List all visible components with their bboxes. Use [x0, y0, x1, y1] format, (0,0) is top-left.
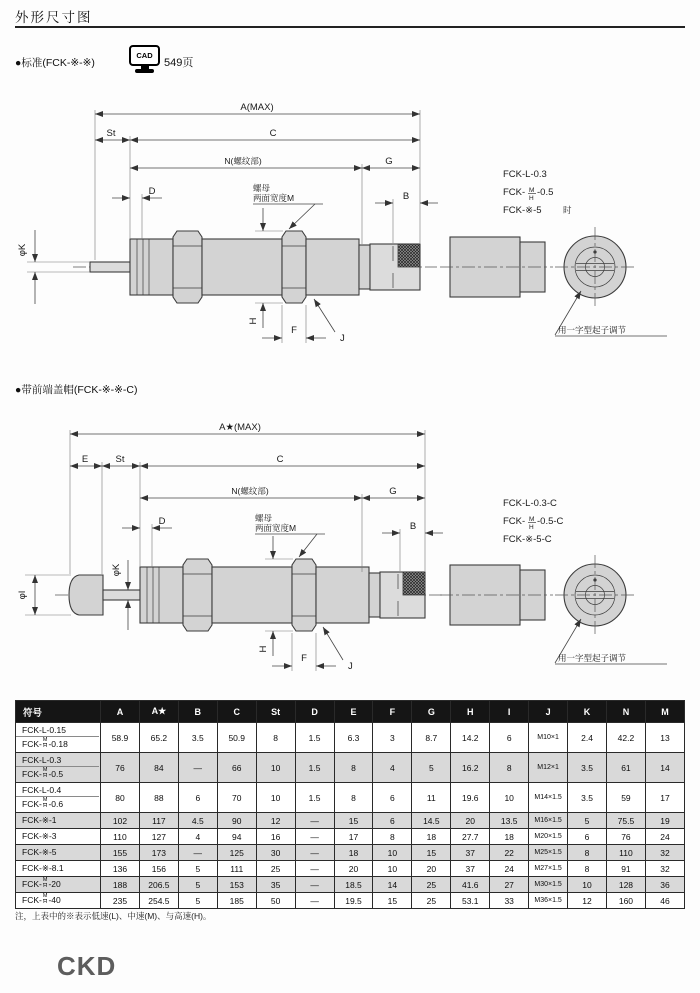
header-j: J — [529, 701, 568, 723]
value-cell: 2.4 — [568, 723, 607, 753]
value-cell: 8 — [373, 829, 412, 845]
value-cell: 58.9 — [101, 723, 140, 753]
symbol-cell — [16, 753, 101, 783]
dim-label-phik: φK — [17, 243, 28, 257]
header-d: D — [295, 701, 334, 723]
symbol-cell — [16, 723, 101, 753]
value-cell: 111 — [217, 861, 256, 877]
symbol-label: FCK-※-1 — [22, 815, 57, 825]
cad-monitor-icon — [129, 45, 160, 73]
value-cell: 6 — [490, 723, 529, 753]
value-cell: M27×1.5 — [529, 861, 568, 877]
dim-label-phii: φI — [17, 590, 28, 600]
value-cell: 32 — [645, 845, 684, 861]
value-cell: 24 — [645, 829, 684, 845]
mh-fraction: $\frac{M}{H}$ — [42, 767, 48, 780]
variant-2-bot: H — [529, 195, 534, 202]
absorber-side-view-capped — [440, 555, 635, 635]
value-cell: 18 — [334, 845, 373, 861]
dim-label-j: J — [348, 661, 353, 672]
variant-2-top: M — [529, 187, 535, 194]
header-e: E — [334, 701, 373, 723]
value-cell: 50.9 — [217, 723, 256, 753]
dim-label-d: D — [158, 516, 166, 527]
value-cell: 102 — [101, 813, 140, 829]
value-cell: M30×1.5 — [529, 877, 568, 893]
value-cell: 6 — [178, 783, 217, 813]
header-f: F — [373, 701, 412, 723]
dim-label-astar: A★(MAX) — [219, 422, 261, 433]
header-a: A — [101, 701, 140, 723]
hex-nut-adjust — [292, 559, 316, 631]
value-cell: 59 — [606, 783, 645, 813]
value-cell: 88 — [139, 783, 178, 813]
symbol-label: FCK-※-3 — [22, 831, 57, 841]
table-row — [16, 877, 685, 893]
value-cell: 41.6 — [451, 877, 490, 893]
symbol-label: FCK- $\frac{M}{H}$ -0.18 — [16, 736, 99, 751]
value-cell: 136 — [101, 861, 140, 877]
symbol-label: FCK- $\frac{M}{H}$ -20 — [22, 877, 61, 890]
dim-label-c: C — [276, 454, 284, 465]
dim-label-h: H — [248, 317, 259, 325]
value-cell: 8 — [568, 845, 607, 861]
value-cell: 127 — [139, 829, 178, 845]
value-cell: 12 — [568, 893, 607, 909]
value-cell: 8.7 — [412, 723, 451, 753]
value-cell: 20 — [412, 861, 451, 877]
title-rule — [15, 26, 685, 28]
value-cell: 76 — [606, 829, 645, 845]
value-cell: 20 — [451, 813, 490, 829]
value-cell: 6 — [568, 829, 607, 845]
value-cell: — — [295, 877, 334, 893]
dim-label-c: C — [269, 128, 277, 139]
adjust-note — [555, 619, 667, 664]
value-cell: 90 — [217, 813, 256, 829]
value-cell: 36 — [645, 877, 684, 893]
value-cell: — — [178, 753, 217, 783]
value-cell: 25 — [412, 893, 451, 909]
header-n: N — [606, 701, 645, 723]
symbol-cell — [16, 893, 101, 909]
table-row — [16, 829, 685, 845]
adjust-note — [555, 291, 667, 336]
symbol-label: FCK-※-5 — [22, 847, 57, 857]
value-cell: 84 — [139, 753, 178, 783]
ckd-logo: CKD — [57, 951, 117, 981]
value-cell: — — [178, 845, 217, 861]
table-row — [16, 893, 685, 909]
dim-label-f: F — [301, 653, 307, 664]
dim-label-n: N(螺纹部) — [231, 486, 269, 496]
knurl-pattern — [398, 244, 420, 267]
value-cell: 188 — [101, 877, 140, 893]
dim-label-d: D — [148, 186, 156, 197]
value-cell: 1.5 — [295, 783, 334, 813]
value-cell: 110 — [101, 829, 140, 845]
nut-label-line2: 两面宽度M — [253, 193, 295, 203]
value-cell: M14×1.5 — [529, 783, 568, 813]
value-cell: 6 — [373, 813, 412, 829]
value-cell: — — [295, 829, 334, 845]
value-cell: 53.1 — [451, 893, 490, 909]
value-cell: 32 — [645, 861, 684, 877]
table-row — [16, 753, 685, 783]
dimension-lines — [17, 102, 438, 344]
mh-fraction: $\frac{M}{H}$ — [42, 877, 48, 890]
value-cell: 15 — [412, 845, 451, 861]
value-cell: 4.5 — [178, 813, 217, 829]
header-symbol: 符号 — [16, 701, 101, 723]
variant-2-post: -0.5-C — [537, 516, 564, 527]
value-cell: 8 — [334, 753, 373, 783]
value-cell: 75.5 — [606, 813, 645, 829]
symbol-label: FCK- $\frac{M}{H}$ -40 — [22, 893, 61, 906]
table-row — [16, 813, 685, 829]
variant-labels — [503, 498, 564, 545]
body-tube — [212, 567, 292, 623]
value-cell: 16 — [256, 829, 295, 845]
value-cell: 18 — [490, 829, 529, 845]
dim-label-h: H — [258, 645, 269, 653]
value-cell: 66 — [217, 753, 256, 783]
dim-label-g: G — [385, 156, 393, 167]
symbol-cell — [16, 861, 101, 877]
variant-3: FCK-※-5 — [503, 205, 542, 216]
value-cell: 3.5 — [178, 723, 217, 753]
variant-2-top: M — [529, 516, 535, 523]
value-cell: 37 — [451, 845, 490, 861]
value-cell: 15 — [334, 813, 373, 829]
capped-dimension-drawing — [15, 418, 685, 690]
value-cell: 8 — [256, 723, 295, 753]
value-cell: 14 — [645, 753, 684, 783]
value-cell: 91 — [606, 861, 645, 877]
adjust-note-text: 用一字型起子调节 — [558, 653, 627, 663]
symbol-cell — [16, 813, 101, 829]
value-cell: 3.5 — [568, 753, 607, 783]
value-cell: 24 — [490, 861, 529, 877]
value-cell: 6.3 — [334, 723, 373, 753]
value-cell: M25×1.5 — [529, 845, 568, 861]
value-cell: 128 — [606, 877, 645, 893]
dim-label-g: G — [389, 486, 397, 497]
nut-label-line1: 螺母 — [255, 513, 273, 523]
value-cell: 173 — [139, 845, 178, 861]
value-cell: 14 — [373, 877, 412, 893]
dim-label-f: F — [291, 325, 297, 336]
value-cell: 10 — [568, 877, 607, 893]
header-astar: A★ — [139, 701, 178, 723]
front-cap — [130, 239, 173, 295]
value-cell: 14.2 — [451, 723, 490, 753]
value-cell: M12×1 — [529, 753, 568, 783]
section1-label: ●标准(FCK-※-※) — [15, 57, 95, 69]
nut-label-line1: 螺母 — [253, 183, 271, 193]
symbol-label: FCK-※-8.1 — [22, 863, 64, 873]
value-cell: M16×1.5 — [529, 813, 568, 829]
dimension-lines — [17, 422, 443, 672]
value-cell: 5 — [178, 877, 217, 893]
absorber-front-view — [73, 231, 437, 303]
dim-label-phik: φK — [111, 563, 122, 577]
symbol-label: FCK-L-0.15 — [22, 724, 66, 735]
value-cell: 18.5 — [334, 877, 373, 893]
value-cell: 156 — [139, 861, 178, 877]
value-cell: 18 — [412, 829, 451, 845]
value-cell: 15 — [373, 893, 412, 909]
table-footnote: 注，上表中的※表示低速(L)、中速(M)、与高速(H)。 — [15, 911, 212, 921]
value-cell: 10 — [373, 861, 412, 877]
value-cell: 70 — [217, 783, 256, 813]
value-cell: 94 — [217, 829, 256, 845]
header-b: B — [178, 701, 217, 723]
value-cell: 1.5 — [295, 753, 334, 783]
table-row — [16, 861, 685, 877]
value-cell: 8 — [334, 783, 373, 813]
value-cell: 4 — [178, 829, 217, 845]
table-body — [16, 723, 685, 909]
value-cell: 35 — [256, 877, 295, 893]
value-cell: 5 — [178, 893, 217, 909]
value-cell: 10 — [256, 783, 295, 813]
value-cell: 235 — [101, 893, 140, 909]
value-cell: 10 — [490, 783, 529, 813]
absorber-side-view — [440, 227, 635, 307]
rear-body — [316, 567, 369, 623]
header-st: St — [256, 701, 295, 723]
value-cell: 19.5 — [334, 893, 373, 909]
mh-fraction: $\frac{M}{H}$ — [42, 797, 48, 810]
value-cell: 160 — [606, 893, 645, 909]
nut-label-line2: 两面宽度M — [255, 523, 297, 533]
value-cell: 76 — [101, 753, 140, 783]
symbol-cell — [16, 845, 101, 861]
dim-label-st: St — [115, 454, 125, 465]
symbol-cell — [16, 783, 101, 813]
cad-page-ref: 549页 — [164, 57, 194, 69]
dim-label-b: B — [409, 521, 417, 532]
value-cell: 110 — [606, 845, 645, 861]
value-cell: 5 — [568, 813, 607, 829]
value-cell: 3 — [373, 723, 412, 753]
value-cell: 20 — [334, 861, 373, 877]
front-cap — [140, 567, 183, 623]
header-i: I — [490, 701, 529, 723]
hex-nut-front — [173, 231, 202, 303]
value-cell: 33 — [490, 893, 529, 909]
variant-2-pre: FCK- — [503, 187, 526, 198]
value-cell: 6 — [373, 783, 412, 813]
cad-icon-base — [135, 69, 154, 73]
value-cell: 1.5 — [295, 723, 334, 753]
knurl-pattern — [403, 572, 425, 595]
variant-1: FCK-L-0.3-C — [503, 498, 557, 509]
body-tube — [202, 239, 282, 295]
value-cell: 10 — [256, 753, 295, 783]
dim-label-st: St — [106, 128, 116, 139]
value-cell: 50 — [256, 893, 295, 909]
symbol-cell — [16, 877, 101, 893]
table-row — [16, 723, 685, 753]
symbol-label: FCK- $\frac{M}{H}$ -0.6 — [16, 796, 99, 811]
adjust-note-text: 用一字型起子调节 — [558, 325, 627, 335]
dim-label-e: E — [81, 454, 89, 465]
mh-fraction: $\frac{M}{H}$ — [42, 893, 48, 906]
value-cell: 153 — [217, 877, 256, 893]
value-cell: M36×1.5 — [529, 893, 568, 909]
header-g: G — [412, 701, 451, 723]
value-cell: 11 — [412, 783, 451, 813]
cad-icon-text: CAD — [129, 45, 160, 66]
value-cell: 30 — [256, 845, 295, 861]
value-cell: — — [295, 813, 334, 829]
value-cell: 61 — [606, 753, 645, 783]
symbol-cell — [16, 829, 101, 845]
value-cell: M10×1 — [529, 723, 568, 753]
value-cell: 14.5 — [412, 813, 451, 829]
hex-nut-adjust — [282, 231, 306, 303]
value-cell: 117 — [139, 813, 178, 829]
value-cell: 80 — [101, 783, 140, 813]
header-k: K — [568, 701, 607, 723]
value-cell: 5 — [178, 861, 217, 877]
value-cell: — — [295, 845, 334, 861]
symbol-label: FCK- $\frac{M}{H}$ -0.5 — [16, 766, 99, 781]
value-cell: 19 — [645, 813, 684, 829]
value-cell: 155 — [101, 845, 140, 861]
hex-nut-front — [183, 559, 212, 631]
page-title: 外形尺寸图 — [15, 10, 93, 25]
piston-rod — [103, 590, 140, 600]
rod-end-cap — [69, 575, 103, 615]
value-cell: 12 — [256, 813, 295, 829]
dim-label-a: A(MAX) — [240, 102, 274, 113]
value-cell: 65.2 — [139, 723, 178, 753]
variant-3-suffix: 时 — [563, 205, 572, 215]
rear-body — [306, 239, 359, 295]
value-cell: 125 — [217, 845, 256, 861]
variant-1: FCK-L-0.3 — [503, 169, 547, 180]
dim-label-n: N(螺纹部) — [224, 156, 262, 166]
mh-fraction: $\frac{M}{H}$ — [42, 737, 48, 750]
value-cell: M20×1.5 — [529, 829, 568, 845]
value-cell: 8 — [490, 753, 529, 783]
variant-2-post: -0.5 — [537, 187, 554, 198]
dim-label-b: B — [402, 191, 410, 202]
value-cell: 206.5 — [139, 877, 178, 893]
value-cell: — — [295, 861, 334, 877]
dimension-table — [15, 700, 685, 909]
value-cell: 13.5 — [490, 813, 529, 829]
piston-rod — [90, 262, 130, 272]
value-cell: 42.2 — [606, 723, 645, 753]
symbol-label: FCK-L-0.3 — [22, 754, 62, 765]
header-row — [16, 701, 685, 723]
standard-dimension-drawing — [15, 100, 685, 358]
value-cell: 10 — [373, 845, 412, 861]
table-row — [16, 783, 685, 813]
symbol-label: FCK-L-0.4 — [22, 784, 62, 795]
value-cell: 17 — [645, 783, 684, 813]
section2-label: ●带前端盖帽(FCK-※-※-C) — [15, 384, 138, 396]
value-cell: 25 — [412, 877, 451, 893]
value-cell: 185 — [217, 893, 256, 909]
header-h: H — [451, 701, 490, 723]
variant-3: FCK-※-5-C — [503, 534, 552, 545]
variant-labels — [503, 169, 572, 216]
header-c: C — [217, 701, 256, 723]
value-cell: 16.2 — [451, 753, 490, 783]
value-cell: 25 — [256, 861, 295, 877]
header-m: M — [645, 701, 684, 723]
dim-label-j: J — [340, 333, 345, 344]
variant-2-bot: H — [529, 524, 534, 531]
value-cell: 3.5 — [568, 783, 607, 813]
value-cell: 37 — [451, 861, 490, 877]
table-row — [16, 845, 685, 861]
table-header — [16, 701, 685, 723]
value-cell: 19.6 — [451, 783, 490, 813]
value-cell: 27.7 — [451, 829, 490, 845]
value-cell: 5 — [412, 753, 451, 783]
value-cell: 254.5 — [139, 893, 178, 909]
value-cell: 13 — [645, 723, 684, 753]
value-cell: 46 — [645, 893, 684, 909]
value-cell: 22 — [490, 845, 529, 861]
value-cell: 27 — [490, 877, 529, 893]
value-cell: 4 — [373, 753, 412, 783]
value-cell: — — [295, 893, 334, 909]
value-cell: 8 — [568, 861, 607, 877]
variant-2-pre: FCK- — [503, 516, 526, 527]
value-cell: 17 — [334, 829, 373, 845]
